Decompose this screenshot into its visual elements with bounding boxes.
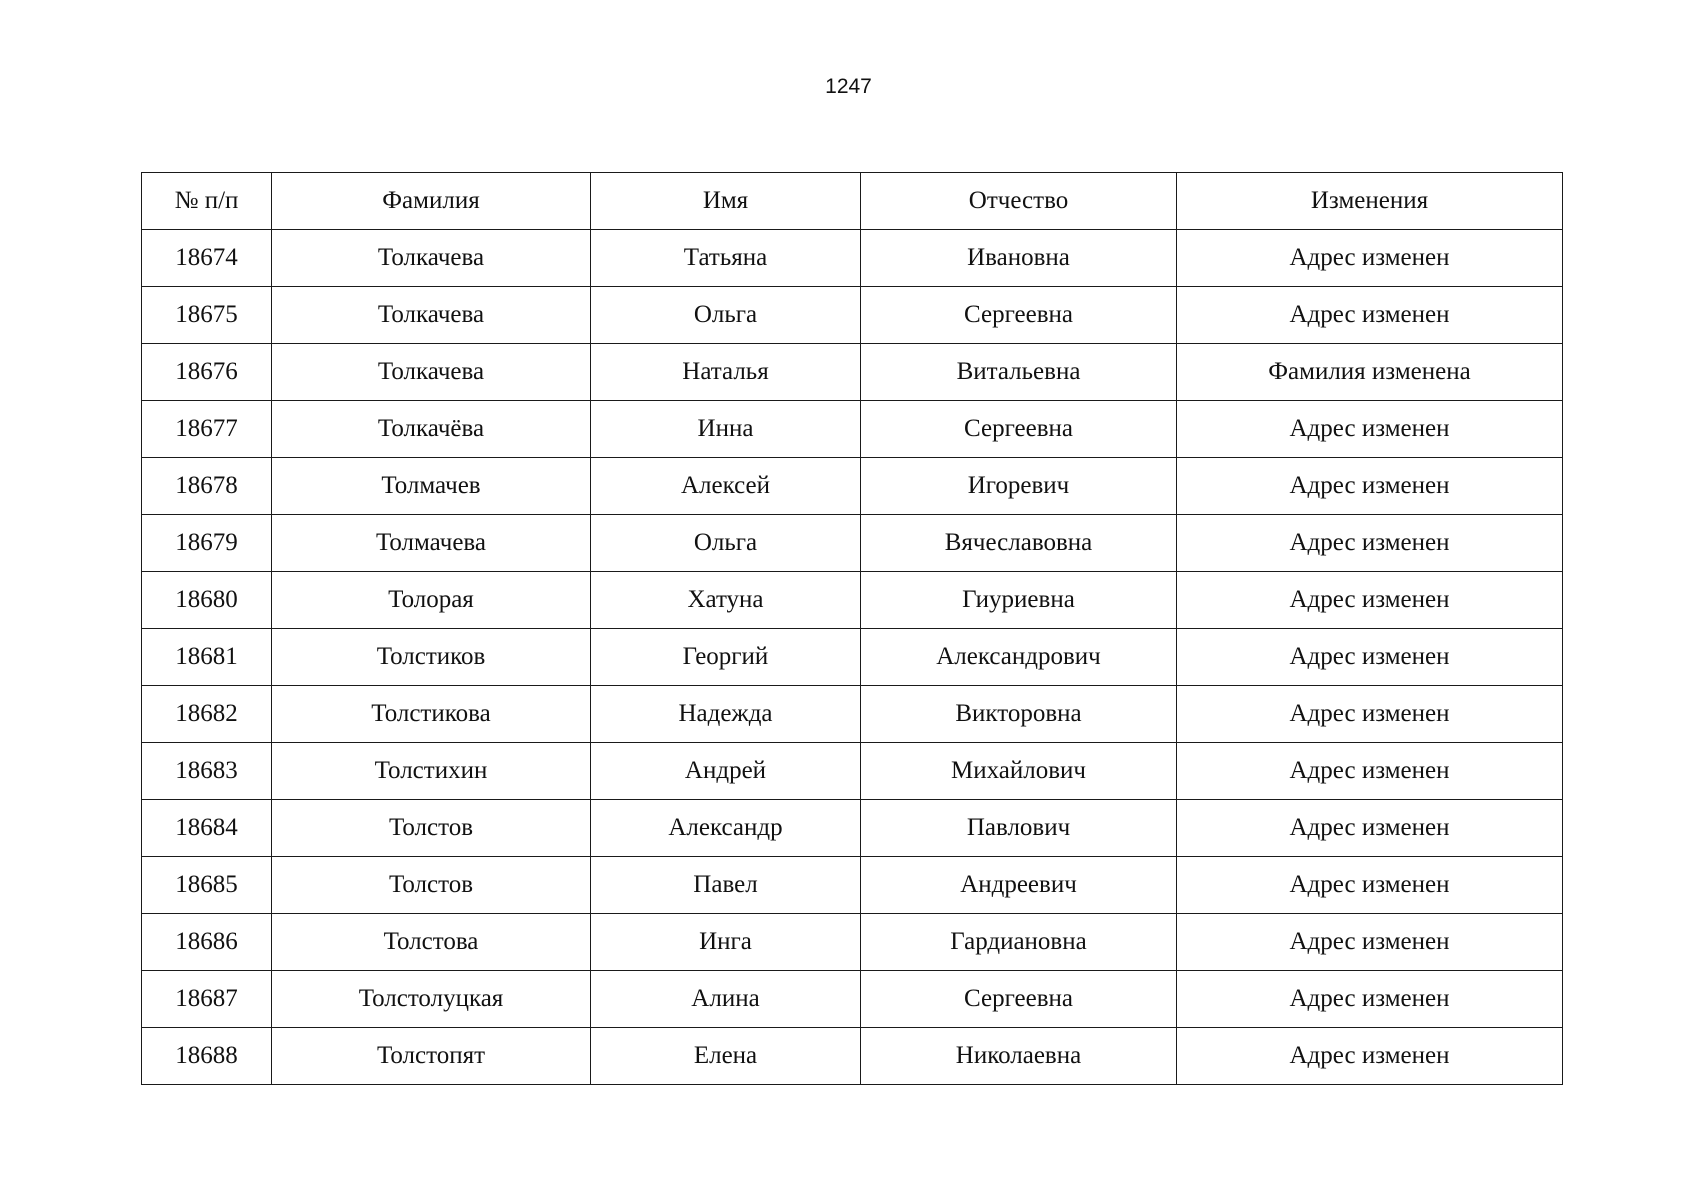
registry-table [141,172,1563,1085]
table-row [142,401,1563,458]
cell-first-name: Алина [591,971,861,1028]
cell-patronymic: Андреевич [861,857,1177,914]
cell-patronymic: Гардиановна [861,914,1177,971]
cell-first-name: Ольга [591,287,861,344]
cell-changes: Адрес изменен [1177,287,1563,344]
cell-patronymic: Викторовна [861,686,1177,743]
column-header-first-name: Имя [591,173,861,230]
cell-last-name: Толмачева [272,515,591,572]
column-header-changes: Изменения [1177,173,1563,230]
cell-last-name: Толкачёва [272,401,591,458]
table-row [142,515,1563,572]
cell-patronymic: Павлович [861,800,1177,857]
table-row [142,230,1563,287]
cell-patronymic: Александрович [861,629,1177,686]
cell-patronymic: Игоревич [861,458,1177,515]
cell-patronymic: Ивановна [861,230,1177,287]
cell-changes: Адрес изменен [1177,914,1563,971]
cell-first-name: Инна [591,401,861,458]
column-header-last-name: Фамилия [272,173,591,230]
cell-patronymic: Витальевна [861,344,1177,401]
cell-first-name: Алексей [591,458,861,515]
cell-first-name: Надежда [591,686,861,743]
column-header-patronymic: Отчество [861,173,1177,230]
cell-number: 18687 [142,971,272,1028]
cell-patronymic: Николаевна [861,1028,1177,1085]
table-row [142,629,1563,686]
table-row [142,287,1563,344]
cell-first-name: Елена [591,1028,861,1085]
table-row [142,572,1563,629]
table-body [142,230,1563,1085]
cell-first-name: Наталья [591,344,861,401]
cell-number: 18688 [142,1028,272,1085]
cell-last-name: Толкачева [272,344,591,401]
cell-number: 18686 [142,914,272,971]
cell-number: 18677 [142,401,272,458]
cell-number: 18684 [142,800,272,857]
cell-patronymic: Вячеславовна [861,515,1177,572]
cell-last-name: Толстов [272,857,591,914]
cell-changes: Адрес изменен [1177,629,1563,686]
cell-first-name: Татьяна [591,230,861,287]
cell-changes: Адрес изменен [1177,230,1563,287]
cell-first-name: Павел [591,857,861,914]
cell-number: 18676 [142,344,272,401]
cell-number: 18685 [142,857,272,914]
cell-first-name: Инга [591,914,861,971]
table-row [142,344,1563,401]
cell-patronymic: Сергеевна [861,401,1177,458]
cell-changes: Адрес изменен [1177,572,1563,629]
cell-number: 18679 [142,515,272,572]
cell-first-name: Георгий [591,629,861,686]
cell-patronymic: Сергеевна [861,971,1177,1028]
cell-last-name: Толкачева [272,287,591,344]
cell-number: 18683 [142,743,272,800]
cell-first-name: Ольга [591,515,861,572]
cell-changes: Адрес изменен [1177,458,1563,515]
cell-last-name: Толстов [272,800,591,857]
cell-last-name: Толстихин [272,743,591,800]
cell-patronymic: Гиуриевна [861,572,1177,629]
cell-changes: Адрес изменен [1177,401,1563,458]
cell-changes: Адрес изменен [1177,857,1563,914]
table-row [142,914,1563,971]
cell-last-name: Толстиков [272,629,591,686]
cell-number: 18678 [142,458,272,515]
cell-last-name: Толстикова [272,686,591,743]
cell-changes: Адрес изменен [1177,743,1563,800]
cell-changes: Фамилия изменена [1177,344,1563,401]
cell-first-name: Андрей [591,743,861,800]
page-number: 1247 [825,75,872,98]
cell-last-name: Толорая [272,572,591,629]
column-header-number: № п/п [142,173,272,230]
cell-number: 18680 [142,572,272,629]
cell-patronymic: Михайлович [861,743,1177,800]
cell-changes: Адрес изменен [1177,971,1563,1028]
table-row [142,458,1563,515]
cell-last-name: Толкачева [272,230,591,287]
table-row [142,800,1563,857]
cell-last-name: Толстова [272,914,591,971]
table-row [142,857,1563,914]
table-row [142,1028,1563,1085]
table-row [142,686,1563,743]
cell-changes: Адрес изменен [1177,515,1563,572]
cell-number: 18674 [142,230,272,287]
cell-first-name: Хатуна [591,572,861,629]
cell-changes: Адрес изменен [1177,800,1563,857]
cell-last-name: Толстолуцкая [272,971,591,1028]
table-header-row [142,173,1563,230]
table-row [142,743,1563,800]
cell-number: 18681 [142,629,272,686]
cell-changes: Адрес изменен [1177,686,1563,743]
table-row [142,971,1563,1028]
cell-last-name: Толмачев [272,458,591,515]
cell-number: 18682 [142,686,272,743]
cell-last-name: Толстопят [272,1028,591,1085]
cell-patronymic: Сергеевна [861,287,1177,344]
cell-number: 18675 [142,287,272,344]
cell-first-name: Александр [591,800,861,857]
cell-changes: Адрес изменен [1177,1028,1563,1085]
